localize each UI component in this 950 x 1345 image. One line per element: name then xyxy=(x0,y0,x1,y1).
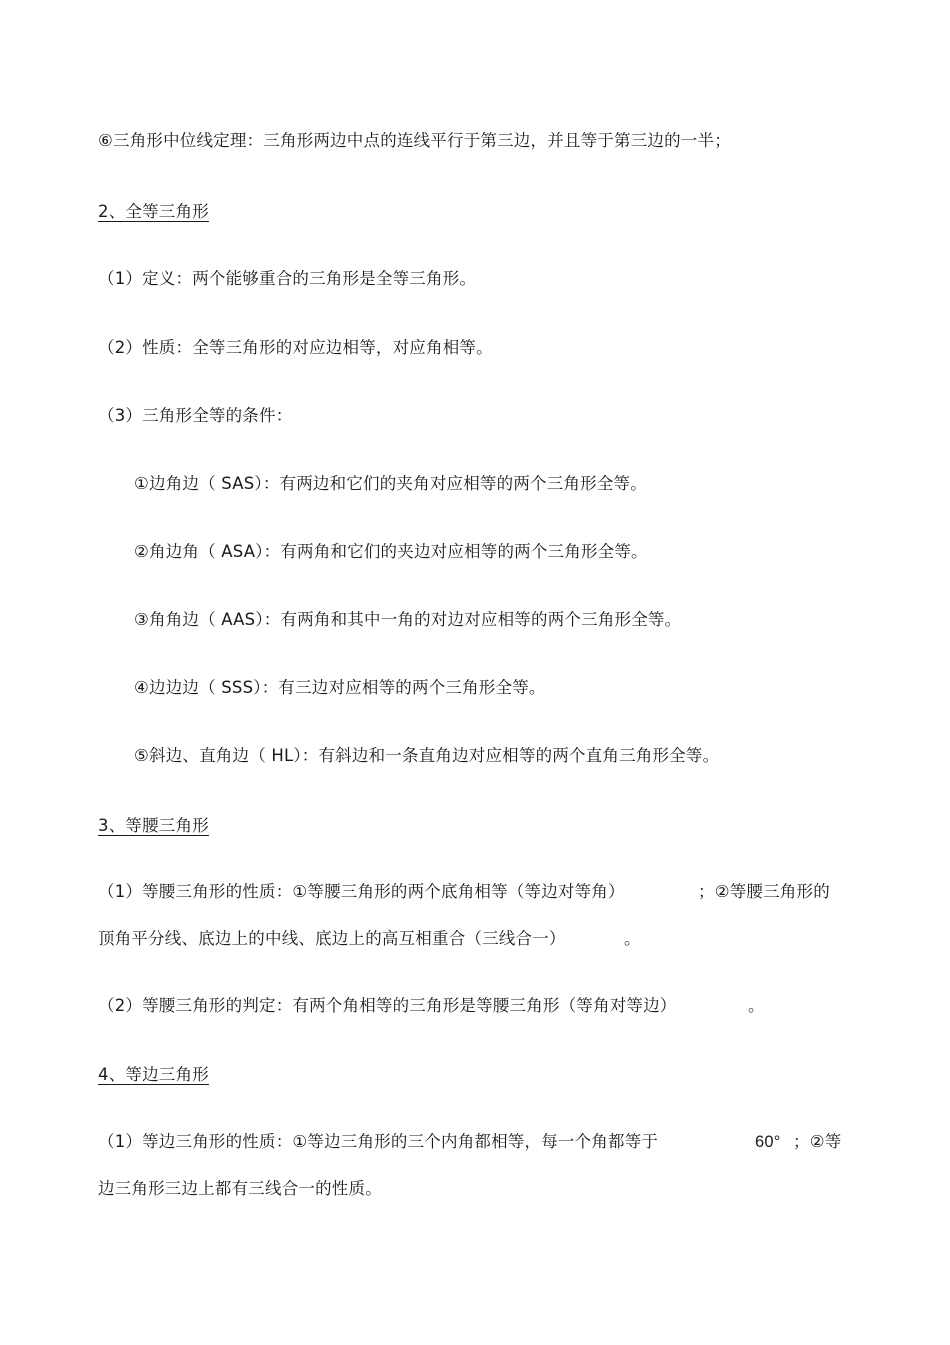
congruent-property-line: （2）性质：全等三角形的对应边相等，对应角相等。 xyxy=(98,338,493,357)
condition-sas-line: ①边角边（ SAS）：有两边和它们的夹角对应相等的两个三角形全等。 xyxy=(134,474,647,493)
section-heading-equilateral-triangle: 4、等边三角形 xyxy=(98,1065,209,1084)
section-heading-isosceles-triangle: 3、等腰三角形 xyxy=(98,816,209,835)
condition-hl-line: ⑤斜边、直角边（ HL）：有斜边和一条直角边对应相等的两个直角三角形全等。 xyxy=(134,746,720,765)
isosceles-judgement-line-b: 。 xyxy=(748,996,765,1015)
condition-sss-line: ④边边边（ SSS）：有三边对应相等的两个三角形全等。 xyxy=(134,678,546,697)
condition-aas-line: ③角角边（ AAS）：有两角和其中一角的对边对应相等的两个三角形全等。 xyxy=(134,610,682,629)
isosceles-property-line-1b: ；②等腰三角形的 xyxy=(698,882,830,901)
isosceles-property-line-1a: （1）等腰三角形的性质：①等腰三角形的两个底角相等（等边对等角） xyxy=(98,882,625,901)
condition-asa-line: ②角边角（ ASA）：有两角和它们的夹边对应相等的两个三角形全等。 xyxy=(134,542,648,561)
congruent-definition-line: （1）定义：两个能够重合的三角形是全等三角形。 xyxy=(98,269,477,288)
equilateral-property-line-2: 边三角形三边上都有三线合一的性质。 xyxy=(98,1179,382,1198)
isosceles-judgement-line-a: （2）等腰三角形的判定：有两个角相等的三角形是等腰三角形（等角对等边） xyxy=(98,996,677,1015)
congruent-conditions-line: （3）三角形全等的条件： xyxy=(98,406,293,425)
section-heading-congruent-triangles: 2、全等三角形 xyxy=(98,202,209,221)
equilateral-property-line-1a: （1）等边三角形的性质：①等边三角形的三个内角都相等，每一个角都等于 xyxy=(98,1132,659,1151)
midline-theorem-line: ⑥三角形中位线定理：三角形两边中点的连线平行于第三边，并且等于第三边的一半； xyxy=(98,131,731,150)
isosceles-property-line-2b: 。 xyxy=(624,929,641,948)
equilateral-angle-value: 60° xyxy=(755,1133,781,1151)
isosceles-property-line-2a: 顶角平分线、底边上的中线、底边上的高互相重合（三线合一） xyxy=(98,929,566,948)
equilateral-property-line-1c: ；②等 xyxy=(793,1132,842,1151)
